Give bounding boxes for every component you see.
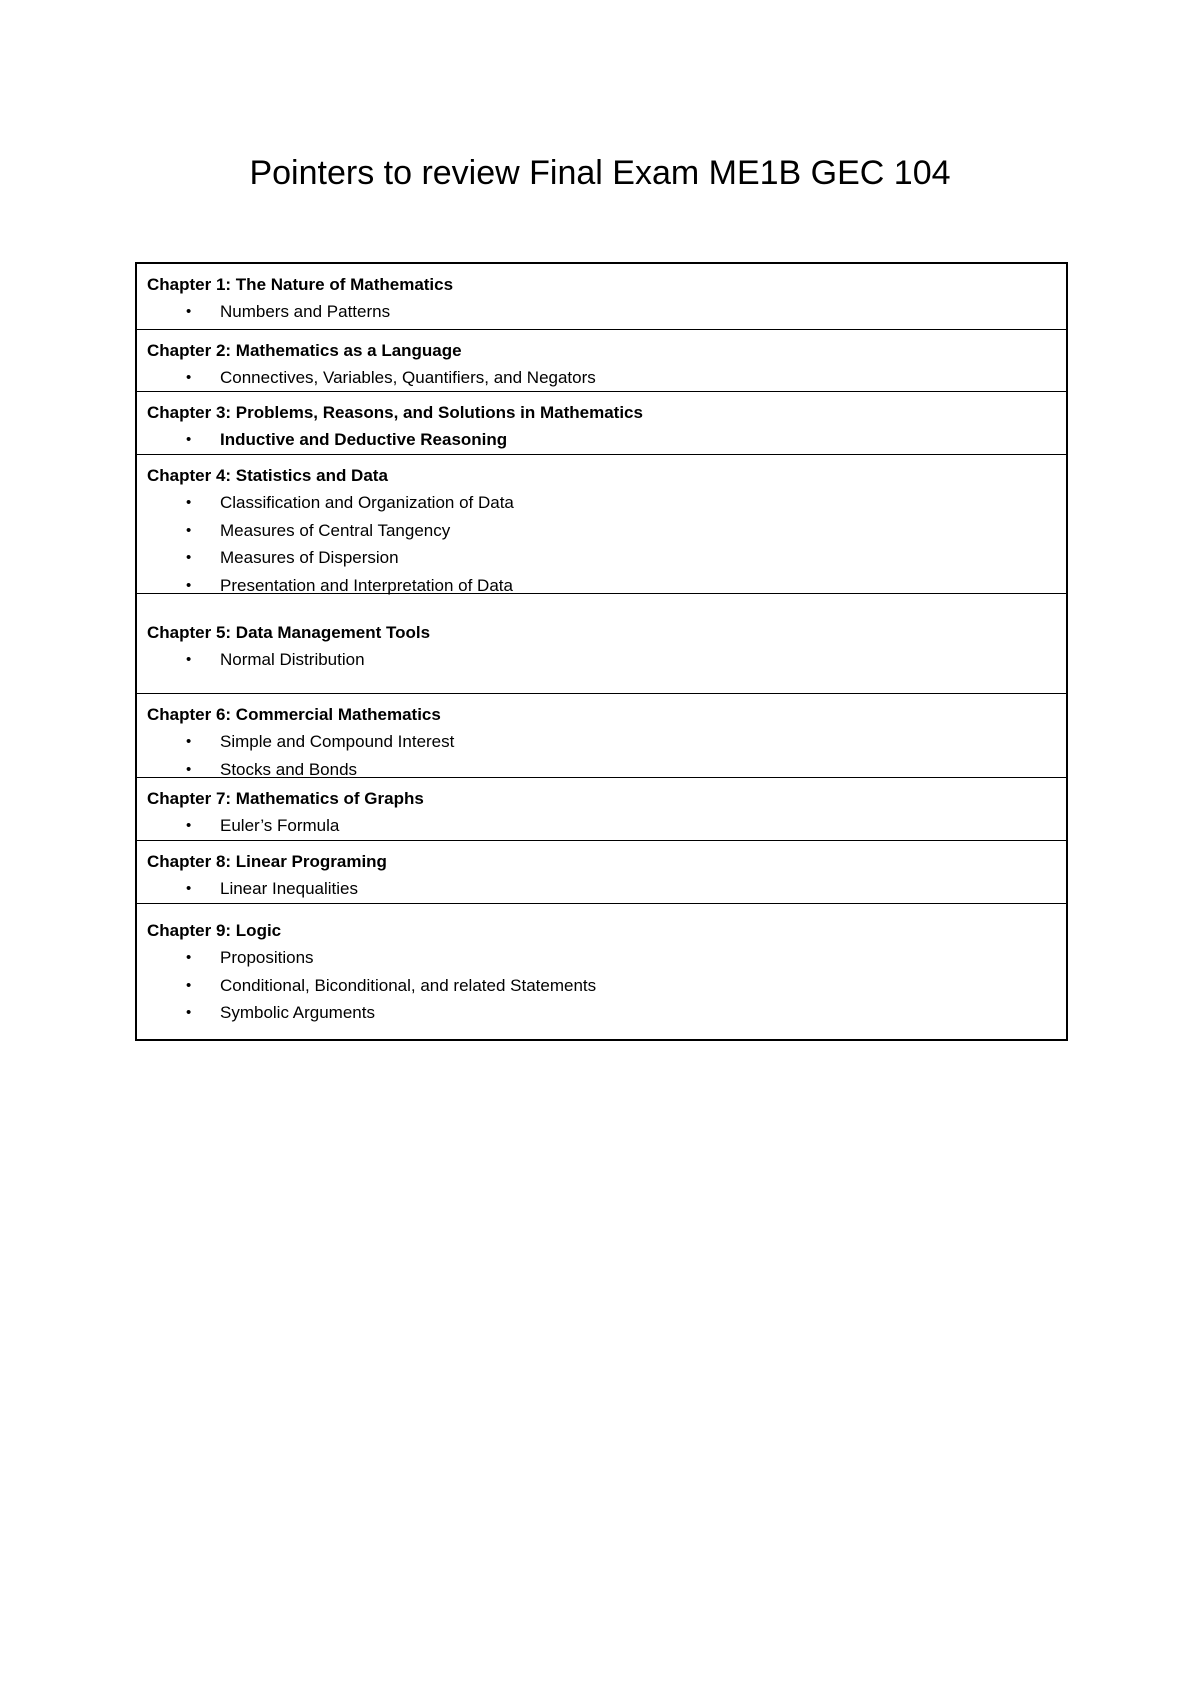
topic-text: Propositions	[220, 948, 314, 967]
chapter-number: Chapter 9:	[147, 921, 232, 940]
topic-item	[147, 298, 1056, 326]
chapter-heading	[147, 701, 1056, 728]
chapter-heading	[147, 917, 1056, 944]
topic-list	[147, 489, 1056, 599]
chapter-name: Mathematics as a Language	[231, 341, 462, 360]
topic-list	[147, 298, 1056, 326]
chapter-heading	[147, 399, 1056, 426]
chapter-name: Linear Programing	[231, 852, 387, 871]
topic-item	[147, 426, 1056, 454]
topic-item	[147, 517, 1056, 545]
topic-text: Numbers and Patterns	[220, 302, 391, 321]
chapter-row	[137, 392, 1066, 455]
topic-text: Euler’s Formula	[220, 816, 340, 835]
chapter-number: Chapter 4:	[147, 466, 232, 485]
bullet-icon: •	[186, 549, 192, 566]
topic-item	[147, 646, 1056, 674]
topic-text: Classification and Organization of Data	[220, 493, 514, 512]
topic-text: Measures of Dispersion	[220, 548, 399, 567]
topic-item	[147, 875, 1056, 903]
chapter-name: Mathematics of Graphs	[231, 789, 424, 808]
document-title: Pointers to review Final Exam ME1B GEC 104	[249, 154, 951, 192]
topic-list	[147, 728, 1056, 783]
bullet-icon: •	[186, 576, 192, 594]
topic-text: Normal Distribution	[220, 650, 365, 669]
chapter-name: Problems, Reasons, and Solutions in Mathematics	[231, 403, 643, 422]
topic-text: Inductive and Deductive Reasoning	[220, 430, 508, 449]
bullet-icon: •	[186, 369, 192, 386]
chapter-name: Commercial Mathematics	[231, 705, 441, 724]
bullet-icon: •	[186, 733, 192, 750]
chapter-row	[137, 594, 1066, 694]
topic-list	[147, 364, 1056, 392]
bullet-icon: •	[186, 431, 192, 448]
topic-list	[147, 875, 1056, 903]
chapter-number: Chapter 8:	[147, 852, 232, 871]
bullet-icon: •	[186, 521, 192, 539]
topic-text: Measures of Central Tangency	[220, 520, 451, 540]
topic-text: Connectives, Variables, Quantifiers, and Negators	[220, 368, 596, 387]
bullet-icon: •	[186, 651, 192, 668]
chapter-number: Chapter 5:	[147, 623, 232, 642]
bullet-icon: •	[186, 880, 192, 897]
chapter-name: Statistics and Data	[231, 466, 388, 485]
chapter-name: The Nature of Mathematics	[231, 275, 454, 294]
topic-item	[147, 728, 1056, 756]
topic-item	[147, 812, 1056, 840]
topic-item	[147, 489, 1056, 517]
bullet-icon: •	[186, 760, 192, 778]
chapter-row	[137, 264, 1066, 330]
topic-item	[147, 364, 1056, 392]
topic-text: Stocks and Bonds	[220, 759, 358, 779]
chapter-row	[137, 904, 1066, 1039]
chapter-row	[137, 778, 1066, 841]
chapter-heading	[147, 462, 1056, 489]
topic-item	[147, 544, 1056, 572]
topic-text: Symbolic Arguments	[220, 1003, 375, 1022]
bullet-icon: •	[186, 817, 192, 834]
chapter-row	[137, 455, 1066, 594]
chapter-heading	[147, 619, 1056, 646]
topic-text: Presentation and Interpretation of Data	[220, 575, 513, 595]
bullet-icon: •	[186, 949, 192, 966]
topic-list	[147, 944, 1056, 1027]
bullet-icon: •	[186, 303, 192, 320]
chapter-heading	[147, 785, 1056, 812]
topic-text: Linear Inequalities	[220, 879, 358, 898]
chapter-heading	[147, 271, 1056, 298]
topic-item	[147, 944, 1056, 972]
chapter-row	[137, 694, 1066, 778]
chapter-number: Chapter 3:	[147, 403, 232, 422]
chapter-name: Logic	[231, 921, 282, 940]
topic-item	[147, 972, 1056, 1000]
chapter-number: Chapter 6:	[147, 705, 232, 724]
chapter-number: Chapter 2:	[147, 341, 232, 360]
bullet-icon: •	[186, 976, 192, 994]
bullet-icon: •	[186, 1004, 192, 1021]
chapter-number: Chapter 1:	[147, 275, 232, 294]
chapter-row	[137, 330, 1066, 392]
topic-list	[147, 646, 1056, 674]
chapter-number: Chapter 7:	[147, 789, 232, 808]
topic-text: Simple and Compound Interest	[220, 732, 455, 751]
chapter-heading	[147, 337, 1056, 364]
topic-list	[147, 426, 1056, 454]
bullet-icon: •	[186, 494, 192, 511]
chapter-heading	[147, 848, 1056, 875]
chapter-row	[137, 841, 1066, 904]
chapter-name: Data Management Tools	[231, 623, 431, 642]
chapters-table	[135, 262, 1068, 1041]
topic-item	[147, 999, 1056, 1027]
topic-list	[147, 812, 1056, 840]
topic-text: Conditional, Biconditional, and related Statements	[220, 975, 597, 995]
